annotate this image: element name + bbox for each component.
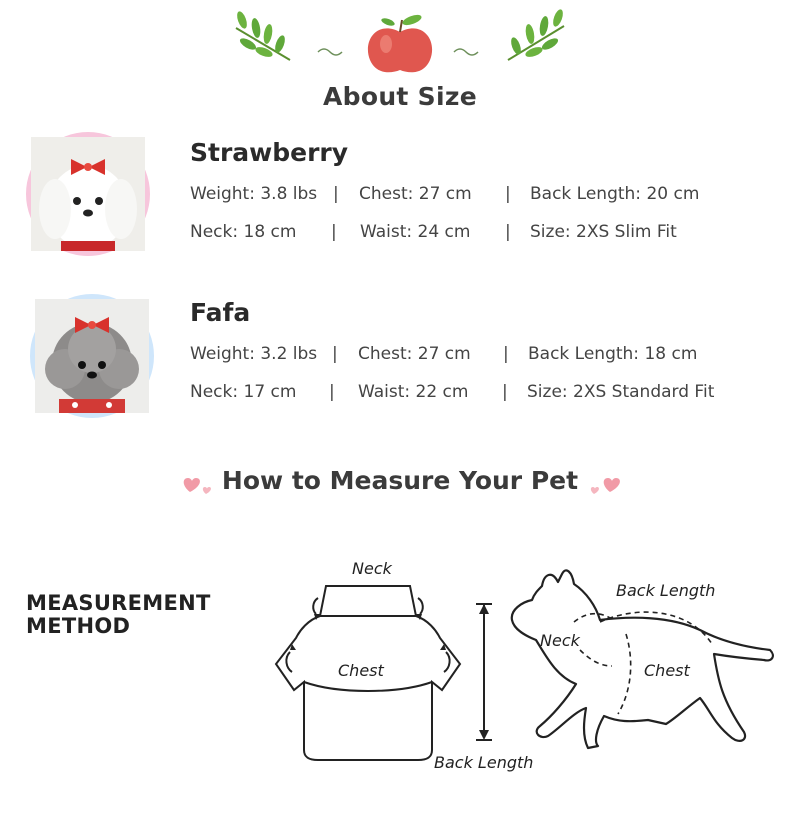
pet-name-fafa: Fafa: [190, 298, 251, 327]
label-neck: Neck: [352, 559, 392, 578]
stat-neck: Neck: 18 cm: [190, 222, 297, 242]
header-decoration: [228, 8, 572, 78]
avatar-fafa: [30, 294, 154, 418]
clothing-diagram: [268, 554, 534, 774]
stat-size: Size: 2XS Standard Fit: [527, 382, 715, 402]
method-line-1: MEASUREMENT: [26, 591, 211, 615]
tilde-icon: [454, 49, 478, 55]
stat-back-length: Back Length: 20 cm: [530, 184, 700, 204]
separator: |: [331, 222, 337, 242]
separator: |: [329, 382, 335, 402]
stat-weight: Weight: 3.2 lbs: [190, 344, 318, 364]
separator: |: [505, 184, 511, 204]
measurement-method-label: [26, 592, 211, 638]
label-neck: Neck: [540, 631, 580, 650]
pet-name-strawberry: Strawberry: [190, 138, 349, 167]
about-size-title: About Size: [323, 82, 477, 111]
dog-diagram: [500, 560, 790, 760]
stat-weight: Weight: 3.8 lbs: [190, 184, 318, 204]
white-dog-photo: [31, 137, 145, 251]
gray-dog-photo: [35, 299, 149, 413]
tilde-icon: [318, 49, 342, 55]
apple-icon: [368, 13, 432, 72]
leaf-branch-icon: [235, 10, 290, 60]
avatar-strawberry: [26, 132, 150, 256]
leaf-branch-icon: [508, 8, 565, 60]
label-chest: Chest: [644, 661, 690, 680]
separator: |: [502, 382, 508, 402]
label-back-length: Back Length: [616, 581, 716, 600]
stat-waist: Waist: 22 cm: [358, 382, 469, 402]
how-to-measure-title: How to Measure Your Pet: [221, 466, 579, 495]
separator: |: [333, 184, 339, 204]
label-back-length: Back Length: [434, 753, 534, 772]
label-chest: Chest: [338, 661, 384, 680]
method-line-2: METHOD: [26, 614, 131, 638]
separator: |: [503, 344, 509, 364]
separator: |: [505, 222, 511, 242]
stat-chest: Chest: 27 cm: [359, 184, 472, 204]
stat-waist: Waist: 24 cm: [360, 222, 471, 242]
separator: |: [332, 344, 338, 364]
stat-neck: Neck: 17 cm: [190, 382, 297, 402]
stat-back-length: Back Length: 18 cm: [528, 344, 698, 364]
stat-chest: Chest: 27 cm: [358, 344, 471, 364]
stat-size: Size: 2XS Slim Fit: [530, 222, 677, 242]
heart-icon: [582, 472, 622, 498]
